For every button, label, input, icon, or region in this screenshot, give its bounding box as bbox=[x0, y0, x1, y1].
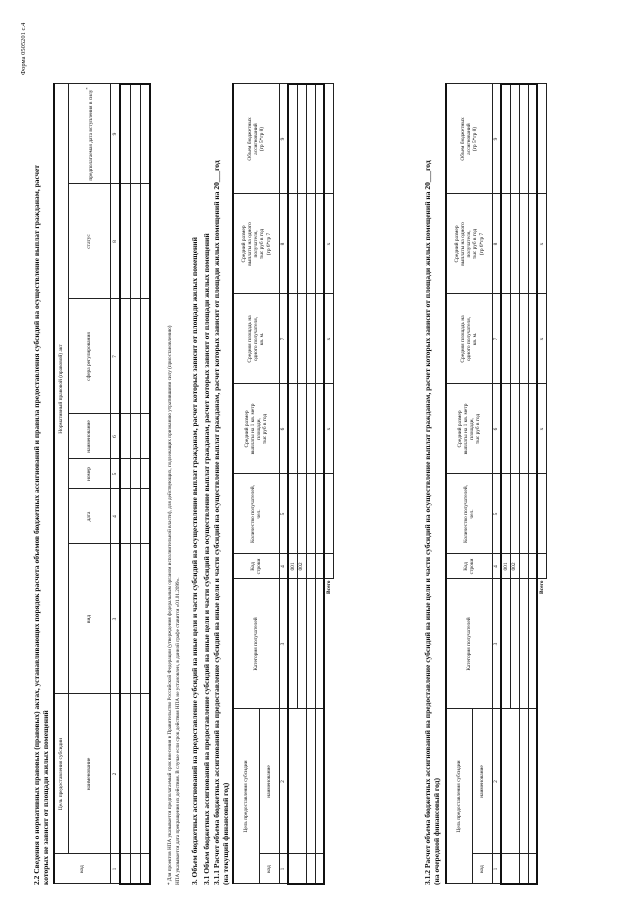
col-num-2: 2 bbox=[279, 709, 288, 854]
cell-input[interactable] bbox=[519, 384, 528, 474]
cell-input[interactable] bbox=[324, 554, 333, 579]
col-avg-area bbox=[446, 294, 492, 384]
cell-input[interactable] bbox=[140, 299, 150, 414]
avg-per-line3: получателя, bbox=[466, 230, 473, 258]
cell-input[interactable] bbox=[288, 854, 306, 884]
x-mark: x bbox=[324, 384, 333, 474]
col-num-4: 4 bbox=[279, 554, 288, 579]
cell-input[interactable] bbox=[537, 554, 546, 579]
x-mark: x bbox=[324, 294, 333, 384]
avg-per-line4: тыс руб в год bbox=[259, 228, 266, 260]
calc-table-next-year bbox=[445, 83, 547, 885]
col-name: наименование bbox=[259, 709, 279, 854]
volume-line1: Объем бюджетных bbox=[459, 117, 466, 161]
cell-input[interactable] bbox=[501, 294, 510, 384]
cell-input[interactable] bbox=[324, 474, 333, 554]
col-category: Категория получателей bbox=[233, 579, 279, 709]
col-num-3: 3 bbox=[492, 579, 501, 709]
total-label: Всего bbox=[538, 580, 545, 594]
row-code-002: 002 bbox=[297, 554, 306, 579]
table-row bbox=[140, 84, 150, 884]
col-status: статус bbox=[68, 184, 110, 299]
col-num-5: 5 bbox=[110, 459, 120, 489]
x-mark: x bbox=[324, 194, 333, 294]
cell-input[interactable] bbox=[140, 544, 150, 694]
cell-input[interactable] bbox=[140, 184, 150, 299]
cell-input[interactable] bbox=[140, 414, 150, 459]
col-recipients-count bbox=[446, 474, 492, 554]
avg-per-line5: (гр 6*гр 7 bbox=[265, 232, 272, 256]
section-3-1-title: 3.1 Объем бюджетных ассигнований на предоставление субсидий на иные цели и части субсидий на осуществление выплат гражданам, расчет которых зависит от площади жилых помещений bbox=[202, 233, 211, 885]
total-label: Всего bbox=[325, 580, 332, 594]
avg-pay-line2: выплаты на 1 кв. метр bbox=[463, 403, 470, 455]
col-purpose: Цель предоставления субсидии bbox=[446, 709, 472, 884]
count-line2: чел. bbox=[256, 509, 263, 519]
cell-input[interactable] bbox=[528, 709, 537, 854]
avg-per-line2: выплаты на одного bbox=[459, 222, 466, 266]
table-row bbox=[120, 84, 130, 884]
cell-input[interactable] bbox=[510, 194, 519, 294]
cell-input[interactable] bbox=[528, 854, 537, 884]
cell-input[interactable] bbox=[130, 459, 140, 489]
avg-area-line2: одного получателя, bbox=[466, 316, 473, 362]
table-row bbox=[528, 84, 537, 884]
cell-input[interactable] bbox=[528, 474, 537, 554]
count-line2: чел. bbox=[469, 509, 476, 519]
x-mark: x bbox=[537, 294, 546, 384]
cell-input[interactable] bbox=[501, 709, 519, 854]
footnote-mark: * bbox=[84, 87, 90, 90]
cell-input[interactable] bbox=[297, 294, 306, 384]
avg-per-line3: получателя, bbox=[253, 230, 260, 258]
cell-input[interactable] bbox=[501, 384, 510, 474]
col-name: наименование bbox=[68, 694, 110, 854]
avg-area-line2: одного получателя, bbox=[253, 316, 260, 362]
cell-input[interactable] bbox=[130, 854, 140, 884]
cell-input[interactable] bbox=[288, 384, 297, 474]
cell-input[interactable] bbox=[519, 474, 528, 554]
avg-pay-line2: выплаты на 1 кв. метр bbox=[250, 403, 257, 455]
x-mark: x bbox=[537, 384, 546, 474]
cell-input[interactable] bbox=[297, 194, 306, 294]
col-num-9: 9 bbox=[110, 84, 120, 184]
cell-input[interactable] bbox=[510, 579, 519, 709]
cell-input[interactable] bbox=[288, 294, 297, 384]
count-line1: Количество получателей, bbox=[463, 484, 470, 543]
row-code-001: 001 bbox=[288, 554, 297, 579]
volume-line3: (гр 5*гр 8) bbox=[472, 126, 479, 152]
cell-input[interactable] bbox=[519, 554, 528, 579]
col-num-2: 2 bbox=[492, 709, 501, 854]
col-num-1: 1 bbox=[492, 854, 501, 884]
cell-input[interactable] bbox=[297, 84, 306, 194]
cell-input[interactable] bbox=[120, 299, 130, 414]
row-code-line2: строки bbox=[469, 558, 476, 575]
section-3-1-1-subtitle: (на текущий финансовый год) bbox=[221, 782, 230, 885]
col-num-9: 9 bbox=[492, 84, 501, 194]
cell-input[interactable] bbox=[130, 489, 140, 544]
x-mark: x bbox=[537, 194, 546, 294]
avg-area-line3: кв. м. bbox=[472, 332, 479, 346]
cell-input[interactable] bbox=[306, 84, 315, 194]
cell-input[interactable] bbox=[315, 554, 324, 579]
cell-input[interactable] bbox=[501, 474, 510, 554]
cell-input[interactable] bbox=[297, 474, 306, 554]
cell-input[interactable] bbox=[306, 194, 315, 294]
avg-pay-line4: тыс руб в год bbox=[475, 413, 482, 445]
cell-input[interactable] bbox=[140, 459, 150, 489]
cell-input[interactable] bbox=[306, 474, 315, 554]
col-date: дата bbox=[68, 489, 110, 544]
cell-input[interactable] bbox=[140, 84, 150, 184]
cell-input[interactable] bbox=[297, 579, 306, 709]
col-name: наименование bbox=[472, 709, 492, 854]
col-num-7: 7 bbox=[492, 294, 501, 384]
cell-input[interactable] bbox=[297, 384, 306, 474]
cell-input[interactable] bbox=[315, 384, 324, 474]
col-avg-per-recipient bbox=[233, 194, 279, 294]
col-num-6: 6 bbox=[279, 384, 288, 474]
col-num-6: 6 bbox=[110, 414, 120, 459]
cell-input[interactable] bbox=[130, 299, 140, 414]
cell-input[interactable] bbox=[306, 294, 315, 384]
cell-input[interactable] bbox=[519, 709, 528, 854]
col-recipients-count bbox=[233, 474, 279, 554]
avg-area-line3: кв. м. bbox=[259, 332, 266, 346]
cell-input[interactable] bbox=[306, 854, 315, 884]
cell-input[interactable] bbox=[528, 294, 537, 384]
cell-input[interactable] bbox=[501, 84, 510, 194]
cell-input[interactable] bbox=[315, 474, 324, 554]
cell-input[interactable] bbox=[288, 194, 297, 294]
section-3-1-2-title: 3.1.2 Расчет объема бюджетных ассигнований на предоставление субсидий на иные цели и части субсидий на осуществление выплат гражданам, расчет которых зависит от площади жилых помещений на 20___год bbox=[423, 160, 432, 885]
col-num-5: 5 bbox=[492, 474, 501, 554]
cell-input[interactable] bbox=[140, 694, 150, 854]
col-budget-volume bbox=[446, 84, 492, 194]
footnote-cont: НПА указывается дата прекращения их действия. В случае если срок действия НПА не установлен, в данной графе ставится «01.01.2099». bbox=[175, 577, 181, 885]
avg-per-line2: выплаты на одного bbox=[246, 222, 253, 266]
cell-input[interactable] bbox=[519, 579, 528, 709]
col-num-4: 4 bbox=[492, 554, 501, 579]
section-3-title: 3. Объем бюджетных ассигнований на предоставление субсидий на иные цели и части субсидий на осуществление выплат гражданам, расчет которых зависит от площади жилых помещений bbox=[190, 237, 199, 885]
avg-pay-line3: площади, bbox=[469, 418, 476, 440]
avg-area-line1: Средняя площадь на bbox=[459, 315, 466, 363]
cell-input[interactable] bbox=[519, 294, 528, 384]
section-2-2-title-cont: которых не зависит от площади жилых помещений bbox=[41, 710, 50, 885]
cell-input[interactable] bbox=[537, 84, 546, 194]
avg-per-line1: Средний размер bbox=[240, 225, 247, 263]
cell-input[interactable] bbox=[528, 579, 537, 709]
col-num-8: 8 bbox=[279, 194, 288, 294]
avg-pay-line3: площади, bbox=[256, 418, 263, 440]
col-avg-per-recipient bbox=[446, 194, 492, 294]
cell-input[interactable] bbox=[510, 384, 519, 474]
cell-input[interactable] bbox=[288, 709, 306, 854]
avg-pay-line1: Средний размер bbox=[243, 410, 250, 448]
volume-line1: Объем бюджетных bbox=[246, 117, 253, 161]
avg-per-line1: Средний размер bbox=[453, 225, 460, 263]
cell-input[interactable] bbox=[120, 854, 130, 884]
col-num-8: 8 bbox=[110, 184, 120, 299]
cell-input[interactable] bbox=[120, 184, 130, 299]
cell-input[interactable] bbox=[306, 709, 315, 854]
cell-input[interactable] bbox=[510, 474, 519, 554]
col-expected-date bbox=[68, 84, 110, 184]
row-code-002: 002 bbox=[510, 554, 519, 579]
col-num-7: 7 bbox=[279, 294, 288, 384]
col-row-code bbox=[446, 554, 492, 579]
col-category: Категория получателей bbox=[446, 579, 492, 709]
cell-input[interactable] bbox=[519, 194, 528, 294]
row-code-line1: Код bbox=[250, 562, 257, 571]
cell-input[interactable] bbox=[519, 854, 528, 884]
cell-input[interactable] bbox=[288, 579, 297, 709]
col-sphere: сфера регулирования bbox=[68, 299, 110, 414]
table-row bbox=[519, 84, 528, 884]
volume-line3: (гр 5*гр 8) bbox=[259, 126, 266, 152]
volume-line2: ассигнований bbox=[253, 123, 260, 155]
col-code: код bbox=[472, 854, 492, 884]
cell-input[interactable] bbox=[306, 554, 315, 579]
col-npa-name: наименование bbox=[68, 414, 110, 459]
cell-input[interactable] bbox=[501, 194, 510, 294]
col-num-1: 1 bbox=[110, 854, 120, 884]
col-num-3: 3 bbox=[110, 544, 120, 694]
form-code: Форма 0505201 с.4 bbox=[20, 22, 27, 75]
col-num-2: 2 bbox=[110, 694, 120, 854]
row-code-line2: строки bbox=[256, 558, 263, 575]
col-code: код bbox=[259, 854, 279, 884]
col-avg-area bbox=[233, 294, 279, 384]
col-budget-volume bbox=[233, 84, 279, 194]
avg-pay-line1: Средний размер bbox=[456, 410, 463, 448]
count-line1: Количество получателей, bbox=[250, 484, 257, 543]
col-avg-payment-sqm bbox=[233, 384, 279, 474]
avg-pay-line4: тыс руб в год bbox=[262, 413, 269, 445]
cell-input[interactable] bbox=[315, 579, 324, 709]
cell-input[interactable] bbox=[315, 709, 324, 854]
table-row bbox=[315, 84, 324, 884]
table-row bbox=[130, 84, 140, 884]
col-number: номер bbox=[68, 459, 110, 489]
col-npa: Нормативный правовой (правовой) акт bbox=[54, 84, 68, 694]
col-expected-date-text: предполагаемая дата вступления в силу bbox=[87, 89, 94, 181]
cell-input[interactable] bbox=[501, 579, 510, 709]
section-2-2-title: 2.2 Сведения о нормативных правовых (правовых) актах, устанавливающих порядок расчета объемов бюджетных ассигнований и правила предоставления субсидий на осуществление выплат гражданам, расчет bbox=[32, 165, 41, 885]
cell-input[interactable] bbox=[306, 384, 315, 474]
col-purpose: Цель предоставления субсидии bbox=[54, 694, 68, 854]
column-number-row bbox=[492, 84, 501, 884]
cell-input[interactable] bbox=[130, 544, 140, 694]
avg-per-line5: (гр 6*гр 7 bbox=[478, 232, 485, 256]
cell-input[interactable] bbox=[120, 459, 130, 489]
col-type: вид bbox=[68, 544, 110, 694]
volume-line2: ассигнований bbox=[466, 123, 473, 155]
cell-input[interactable] bbox=[315, 194, 324, 294]
cell-input[interactable] bbox=[528, 384, 537, 474]
cell-input[interactable] bbox=[120, 489, 130, 544]
cell-input[interactable] bbox=[315, 294, 324, 384]
cell-input[interactable] bbox=[130, 84, 140, 184]
cell-input[interactable] bbox=[324, 84, 333, 194]
cell-input[interactable] bbox=[528, 554, 537, 579]
total-row bbox=[324, 84, 333, 884]
cell-input[interactable] bbox=[140, 854, 150, 884]
col-num-6: 6 bbox=[492, 384, 501, 474]
cell-input[interactable] bbox=[140, 489, 150, 544]
npa-table bbox=[53, 83, 151, 885]
avg-area-line1: Средняя площадь на bbox=[246, 315, 253, 363]
cell-input[interactable] bbox=[306, 579, 315, 709]
cell-input[interactable] bbox=[519, 84, 528, 194]
cell-input[interactable] bbox=[120, 544, 130, 694]
row-code-001: 001 bbox=[501, 554, 510, 579]
section-3-1-2-subtitle: (на очередной финансовый год) bbox=[432, 778, 441, 885]
col-num-7: 7 bbox=[110, 299, 120, 414]
col-code: код bbox=[54, 854, 110, 884]
table-row bbox=[306, 84, 315, 884]
cell-input[interactable] bbox=[315, 854, 324, 884]
cell-input[interactable] bbox=[130, 694, 140, 854]
column-number-row bbox=[110, 84, 120, 884]
row-code-line1: Код bbox=[463, 562, 470, 571]
col-purpose: Цель предоставления субсидии bbox=[233, 709, 259, 884]
cell-input[interactable] bbox=[120, 84, 130, 184]
cell-input[interactable] bbox=[528, 194, 537, 294]
col-num-9: 9 bbox=[279, 84, 288, 194]
cell-input[interactable] bbox=[120, 414, 130, 459]
cell-input[interactable] bbox=[315, 84, 324, 194]
total-row bbox=[537, 84, 546, 884]
cell-input[interactable] bbox=[288, 474, 297, 554]
cell-input[interactable] bbox=[510, 294, 519, 384]
cell-input[interactable] bbox=[288, 84, 297, 194]
section-3-1-1-title: 3.1.1 Расчет объема бюджетных ассигнований на предоставление субсидий на иные цели и части субсидий на осуществление выплат гражданам, расчет которых зависит от площади жилых помещений на 20___год bbox=[212, 160, 221, 885]
col-num-8: 8 bbox=[492, 194, 501, 294]
col-row-code bbox=[233, 554, 279, 579]
cell-input[interactable] bbox=[130, 414, 140, 459]
table-row bbox=[501, 84, 510, 884]
footnote: * Для проектов НПА указывается предполагаемый срок внесения в Правительство Российской Федерации (утверждения федеральным органом исполнительной власти), для действующих, подлежащих признанию утратившими силу (приостановлению) bbox=[167, 325, 173, 885]
col-num-1: 1 bbox=[279, 854, 288, 884]
avg-per-line4: тыс руб в год bbox=[472, 228, 479, 260]
cell-input[interactable] bbox=[510, 84, 519, 194]
col-num-3: 3 bbox=[279, 579, 288, 709]
cell-input[interactable] bbox=[501, 854, 519, 884]
cell-input[interactable] bbox=[120, 694, 130, 854]
cell-input[interactable] bbox=[537, 474, 546, 554]
col-num-4: 4 bbox=[110, 489, 120, 544]
table-row bbox=[288, 84, 297, 884]
col-num-5: 5 bbox=[279, 474, 288, 554]
cell-input[interactable] bbox=[528, 84, 537, 194]
column-number-row bbox=[279, 84, 288, 884]
cell-input[interactable] bbox=[130, 184, 140, 299]
col-avg-payment-sqm bbox=[446, 384, 492, 474]
calc-table-current-year bbox=[232, 83, 334, 885]
